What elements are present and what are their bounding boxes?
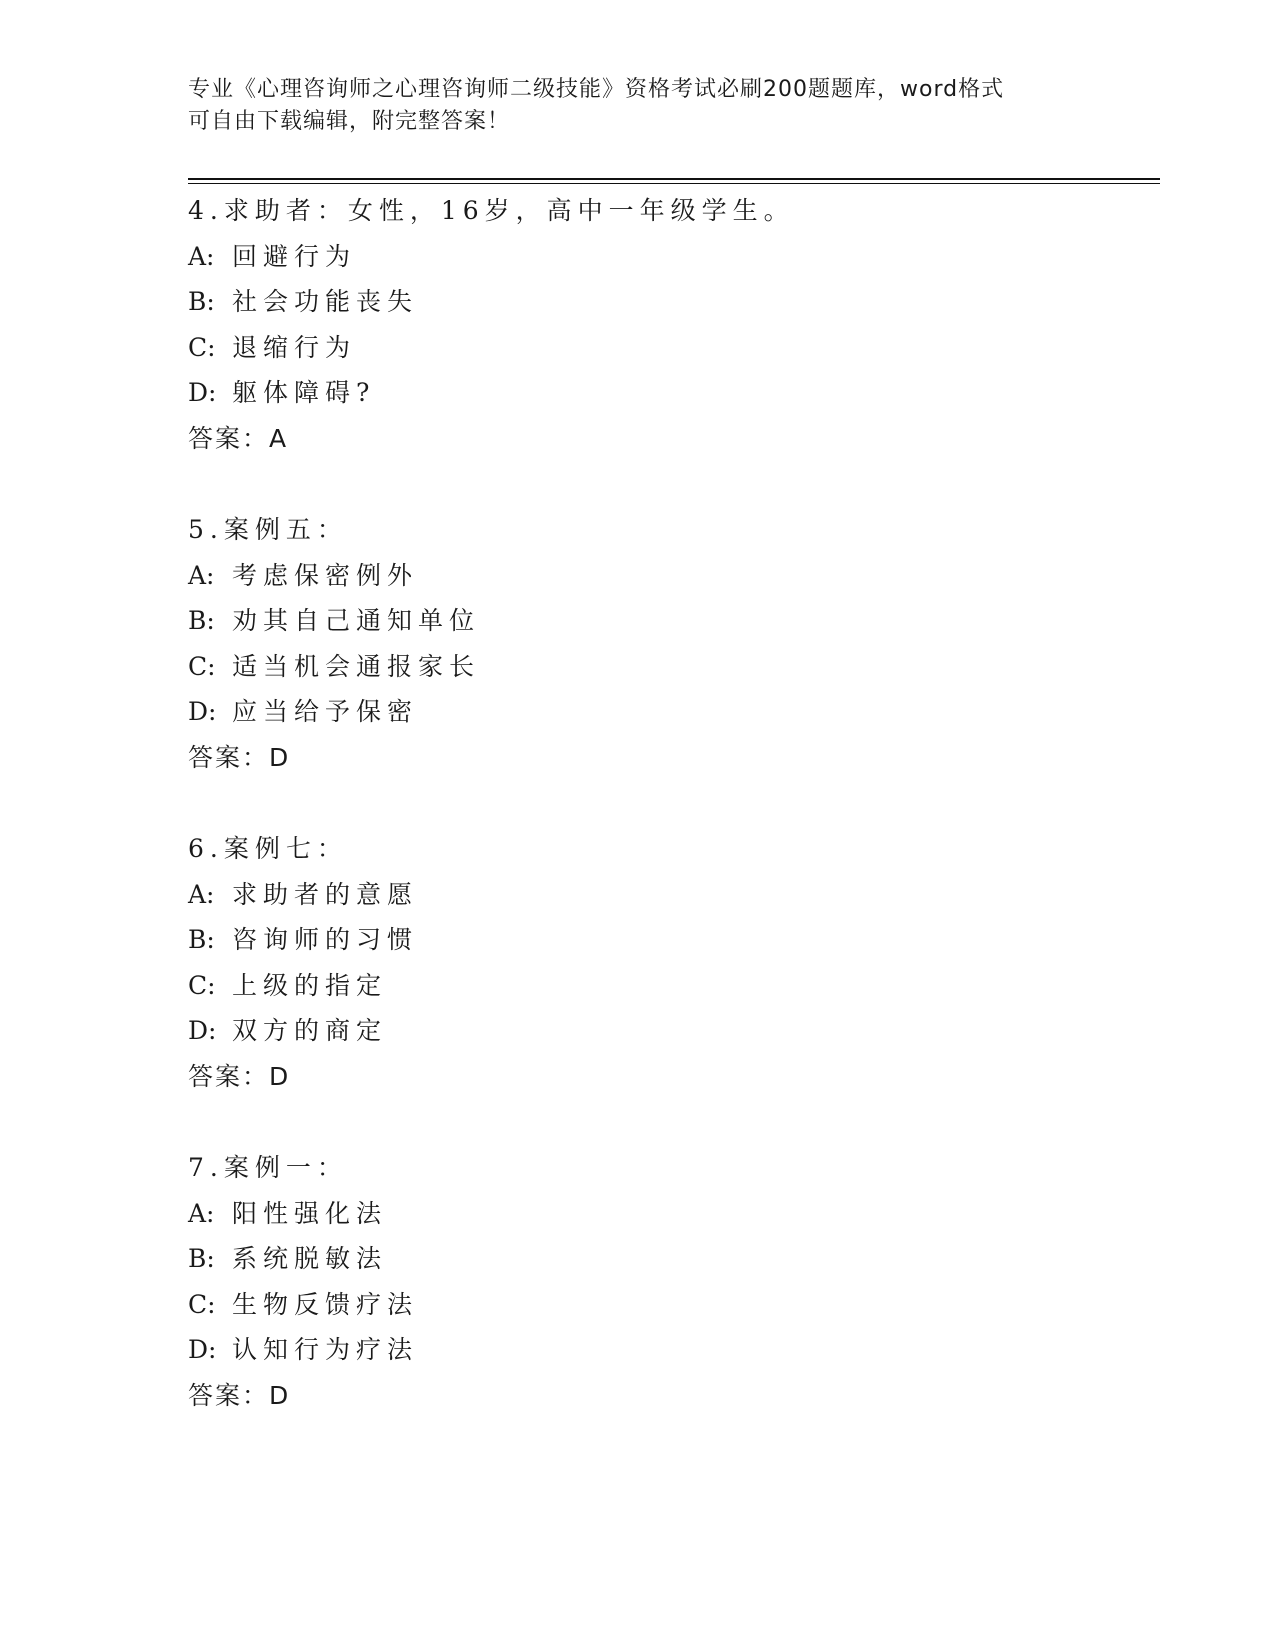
option-text: 求助者的意愿 <box>232 879 419 909</box>
option-text: 回避行为 <box>232 241 357 271</box>
option-a <box>188 234 1148 280</box>
option-b <box>188 1236 1148 1282</box>
option-letter: B: <box>188 287 215 316</box>
question-stem: 5.案例五： <box>188 515 348 544</box>
option-text: 认知行为疗法 <box>232 1335 419 1364</box>
header-divider <box>188 178 1160 180</box>
question-stem: 6.案例七： <box>188 834 348 863</box>
option-letter: D: <box>188 1016 217 1045</box>
header-line-2: 可自由下载编辑，附完整答案！ <box>188 109 511 134</box>
option-text: 退缩行为 <box>232 332 357 362</box>
option-letter: D: <box>188 378 217 407</box>
option-d <box>188 370 1148 416</box>
answer-line: 答案：A <box>188 423 289 453</box>
option-c <box>188 963 1148 1009</box>
option-letter: D: <box>188 1335 217 1364</box>
option-c <box>188 325 1148 371</box>
option-b <box>188 917 1148 963</box>
option-letter: C: <box>188 1289 216 1319</box>
option-text: 咨询师的习惯 <box>232 925 419 954</box>
question-list <box>188 188 1148 1464</box>
header-line-1: 专业《心理咨询师之心理咨询师二级技能》资格考试必刷200题题库，word格式 <box>188 77 1005 102</box>
option-d <box>188 1327 1148 1373</box>
header-divider-thin <box>188 183 1160 184</box>
option-d <box>188 689 1148 735</box>
option-b <box>188 279 1148 325</box>
option-text: 应当给予保密 <box>232 697 419 726</box>
question-item <box>188 188 1148 461</box>
question-item <box>188 826 1148 1099</box>
option-d <box>188 1008 1148 1054</box>
answer-line: 答案：D <box>188 1061 291 1091</box>
option-c <box>188 1282 1148 1328</box>
option-a <box>188 1191 1148 1237</box>
option-letter: B: <box>188 925 215 954</box>
answer-line: 答案：D <box>188 1380 291 1410</box>
option-letter: C: <box>188 970 216 1000</box>
option-letter: A: <box>188 560 215 590</box>
option-letter: B: <box>188 606 215 635</box>
option-text: 劝其自己通知单位 <box>232 606 481 635</box>
option-text: 系统脱敏法 <box>232 1244 388 1273</box>
option-letter: A: <box>188 241 215 271</box>
option-text: 双方的商定 <box>232 1016 388 1045</box>
question-stem: 4.求助者：女性，16岁，高中一年级学生。 <box>188 196 795 225</box>
option-text: 考虑保密例外 <box>232 560 419 590</box>
option-letter: D: <box>188 697 217 726</box>
option-text: 社会功能丧失 <box>232 287 419 316</box>
option-text: 上级的指定 <box>232 970 388 1000</box>
option-text: 适当机会通报家长 <box>232 651 481 681</box>
question-stem: 7.案例一： <box>188 1153 348 1182</box>
option-a <box>188 872 1148 918</box>
option-letter: A: <box>188 1198 215 1228</box>
option-c <box>188 644 1148 690</box>
option-text: 阳性强化法 <box>232 1198 388 1228</box>
option-text: 躯体障碍? <box>232 378 376 407</box>
option-letter: B: <box>188 1244 215 1273</box>
option-b <box>188 598 1148 644</box>
option-letter: C: <box>188 651 216 681</box>
question-item <box>188 1145 1148 1418</box>
document-header <box>188 74 1068 138</box>
option-letter: A: <box>188 879 215 909</box>
question-item <box>188 507 1148 780</box>
option-text: 生物反馈疗法 <box>232 1289 419 1319</box>
answer-line: 答案：D <box>188 742 291 772</box>
option-letter: C: <box>188 332 216 362</box>
option-a <box>188 553 1148 599</box>
